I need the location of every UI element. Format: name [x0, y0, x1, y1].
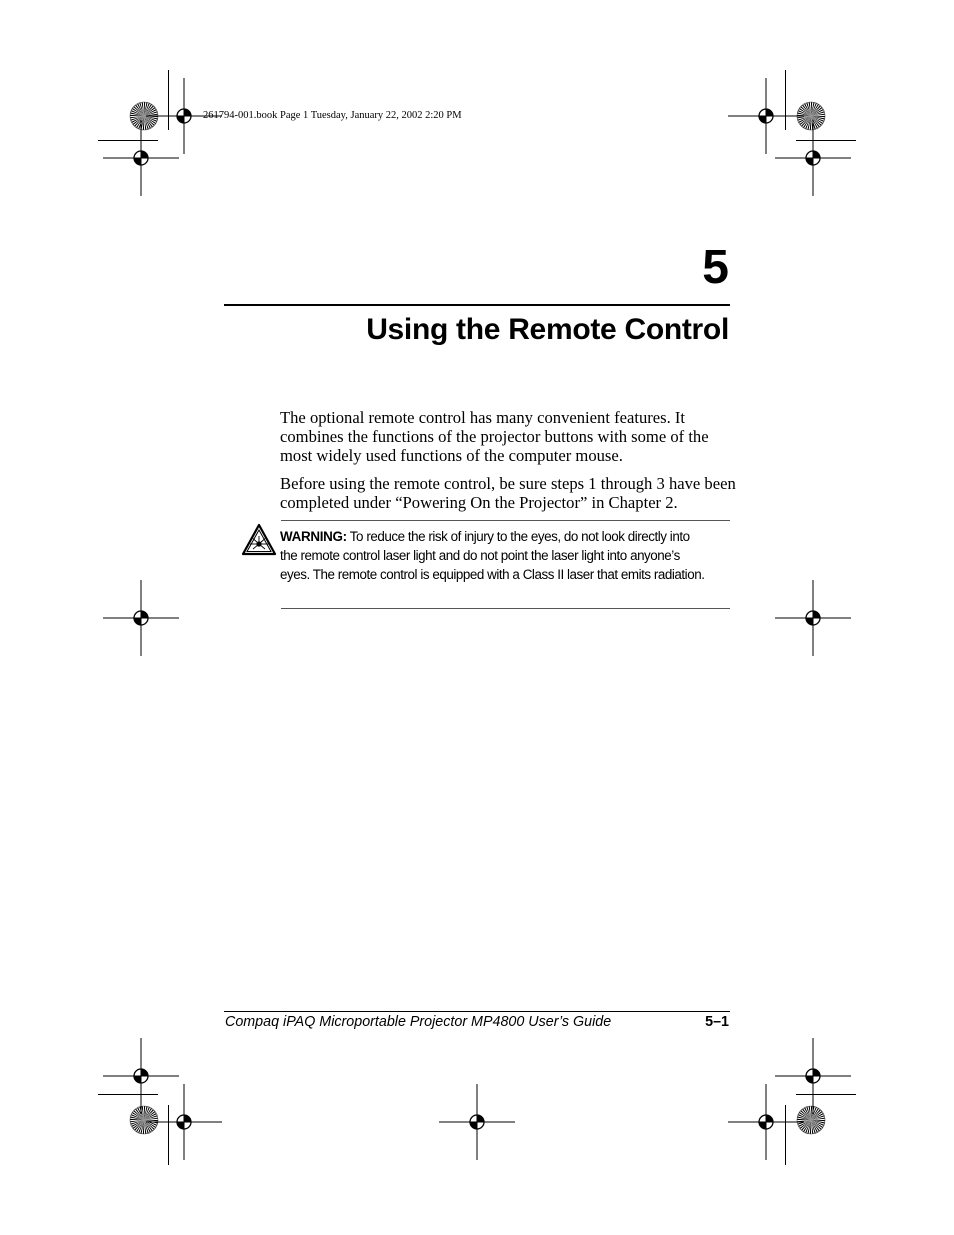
page-number: 5–1	[705, 1014, 729, 1030]
warning-rule-bottom	[281, 608, 730, 609]
registration-mark	[437, 1082, 517, 1162]
body-paragraph: The optional remote control has many convenient features. It combines the functions of the projector buttons with some of the most widely used functions of the computer mouse.	[280, 408, 709, 465]
body-paragraph: Before using the remote control, be sure steps 1 through 3 have been completed under “Powering On the Projector” in Chapter 2.	[280, 474, 736, 512]
warning-label: WARNING:	[280, 529, 347, 544]
registration-mark	[726, 1082, 806, 1162]
registration-mark	[101, 118, 181, 198]
registration-mark	[144, 1082, 224, 1162]
warning-rule-top	[281, 520, 730, 521]
laser-warning-icon	[241, 523, 277, 556]
registration-mark	[773, 118, 853, 198]
footer-book-title: Compaq iPAQ Microportable Projector MP4800 User’s Guide	[225, 1014, 612, 1030]
chapter-title: Using the Remote Control	[366, 313, 729, 346]
footer-rule	[224, 1011, 730, 1012]
chapter-rule	[224, 304, 730, 306]
warning-text	[280, 527, 710, 584]
chapter-number: 5	[702, 241, 729, 294]
print-slug: 261794-001.book Page 1 Tuesday, January 22, 2002 2:20 PM	[203, 110, 462, 121]
warning-body: To reduce the risk of injury to the eyes, do not look directly into the remote control laser light and do not point the laser light into anyone’s eyes. The remote control is equipped with a Class II laser that emits radiation.	[280, 529, 705, 582]
registration-mark	[101, 578, 181, 658]
registration-mark	[773, 578, 853, 658]
